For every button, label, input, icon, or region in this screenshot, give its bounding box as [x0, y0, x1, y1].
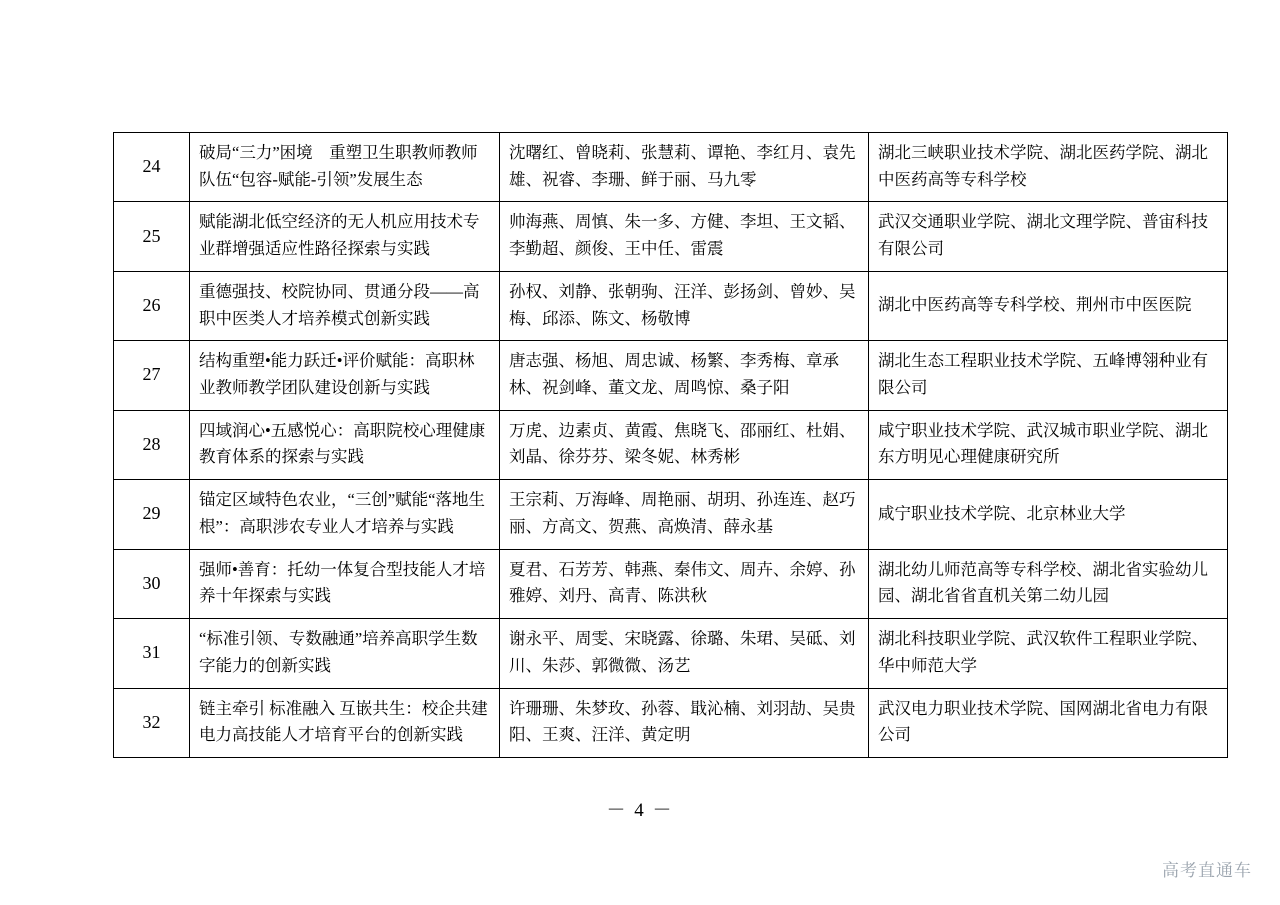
row-index: 24	[114, 133, 190, 202]
row-units: 咸宁职业技术学院、北京林业大学	[869, 480, 1228, 549]
row-people: 沈曙红、曾晓莉、张慧莉、谭艳、李红月、袁先雄、祝睿、李珊、鲜于丽、马九零	[500, 133, 869, 202]
page-number: － 4 －	[606, 800, 674, 821]
row-units: 湖北幼儿师范高等专科学校、湖北省实验幼儿园、湖北省省直机关第二幼儿园	[869, 549, 1228, 618]
table-row	[114, 133, 1228, 202]
row-people: 孙权、刘静、张朝驹、汪洋、彭扬剑、曾妙、吴梅、邱添、陈文、杨敬博	[500, 271, 869, 340]
row-index: 30	[114, 549, 190, 618]
table-body	[114, 133, 1228, 758]
row-title: 破局“三力”困境 重塑卫生职教师教师队伍“包容-赋能-引领”发展生态	[190, 133, 500, 202]
row-people: 唐志强、杨旭、周忠诚、杨繁、李秀梅、章承林、祝剑峰、董文龙、周鸣惊、桑子阳	[500, 341, 869, 410]
row-units: 咸宁职业技术学院、武汉城市职业学院、湖北东方明见心理健康研究所	[869, 410, 1228, 479]
row-index: 29	[114, 480, 190, 549]
row-index: 32	[114, 688, 190, 757]
table-row	[114, 619, 1228, 688]
row-title: “标准引领、专数融通”培养高职学生数字能力的创新实践	[190, 619, 500, 688]
watermark: 高考直通车	[1162, 861, 1252, 880]
row-people: 夏君、石芳芳、韩燕、秦伟文、周卉、余婷、孙雅婷、刘丹、高青、陈洪秋	[500, 549, 869, 618]
table-row	[114, 341, 1228, 410]
row-units: 武汉交通职业学院、湖北文理学院、普宙科技有限公司	[869, 202, 1228, 271]
row-title: 链主牵引 标准融入 互嵌共生：校企共建电力高技能人才培育平台的创新实践	[190, 688, 500, 757]
table-row	[114, 549, 1228, 618]
row-units: 湖北三峡职业技术学院、湖北医药学院、湖北中医药高等专科学校	[869, 133, 1228, 202]
row-people: 谢永平、周雯、宋晓露、徐璐、朱珺、吴砥、刘川、朱莎、郭微微、汤艺	[500, 619, 869, 688]
table-row	[114, 688, 1228, 757]
row-units: 湖北科技职业学院、武汉软件工程职业学院、华中师范大学	[869, 619, 1228, 688]
achievements-table	[113, 132, 1228, 758]
row-index: 26	[114, 271, 190, 340]
table-row	[114, 480, 1228, 549]
table-row	[114, 410, 1228, 479]
row-title: 强师•善育：托幼一体复合型技能人才培养十年探索与实践	[190, 549, 500, 618]
row-units: 武汉电力职业技术学院、国网湖北省电力有限公司	[869, 688, 1228, 757]
row-index: 25	[114, 202, 190, 271]
row-title: 重德强技、校院协同、贯通分段——高职中医类人才培养模式创新实践	[190, 271, 500, 340]
row-title: 赋能湖北低空经济的无人机应用技术专业群增强适应性路径探索与实践	[190, 202, 500, 271]
row-people: 帅海燕、周慎、朱一多、方健、李坦、王文韬、李勤超、颜俊、王中任、雷震	[500, 202, 869, 271]
row-people: 许珊珊、朱梦玫、孙蓉、戢沁楠、刘羽劼、吴贵阳、王爽、汪洋、黄定明	[500, 688, 869, 757]
row-title: 四域润心•五感悦心：高职院校心理健康教育体系的探索与实践	[190, 410, 500, 479]
table-row	[114, 271, 1228, 340]
table-row	[114, 202, 1228, 271]
row-title: 锚定区域特色农业，“三创”赋能“落地生根”：高职涉农专业人才培养与实践	[190, 480, 500, 549]
row-people: 万虎、边素贞、黄霞、焦晓飞、邵丽红、杜娟、刘晶、徐芬芬、梁冬妮、林秀彬	[500, 410, 869, 479]
row-index: 28	[114, 410, 190, 479]
row-index: 27	[114, 341, 190, 410]
row-title: 结构重塑•能力跃迁•评价赋能：高职林业教师教学团队建设创新与实践	[190, 341, 500, 410]
row-people: 王宗莉、万海峰、周艳丽、胡玥、孙连连、赵巧丽、方高文、贺燕、高焕清、薛永基	[500, 480, 869, 549]
row-units: 湖北中医药高等专科学校、荆州市中医医院	[869, 271, 1228, 340]
row-units: 湖北生态工程职业技术学院、五峰博翎种业有限公司	[869, 341, 1228, 410]
row-index: 31	[114, 619, 190, 688]
